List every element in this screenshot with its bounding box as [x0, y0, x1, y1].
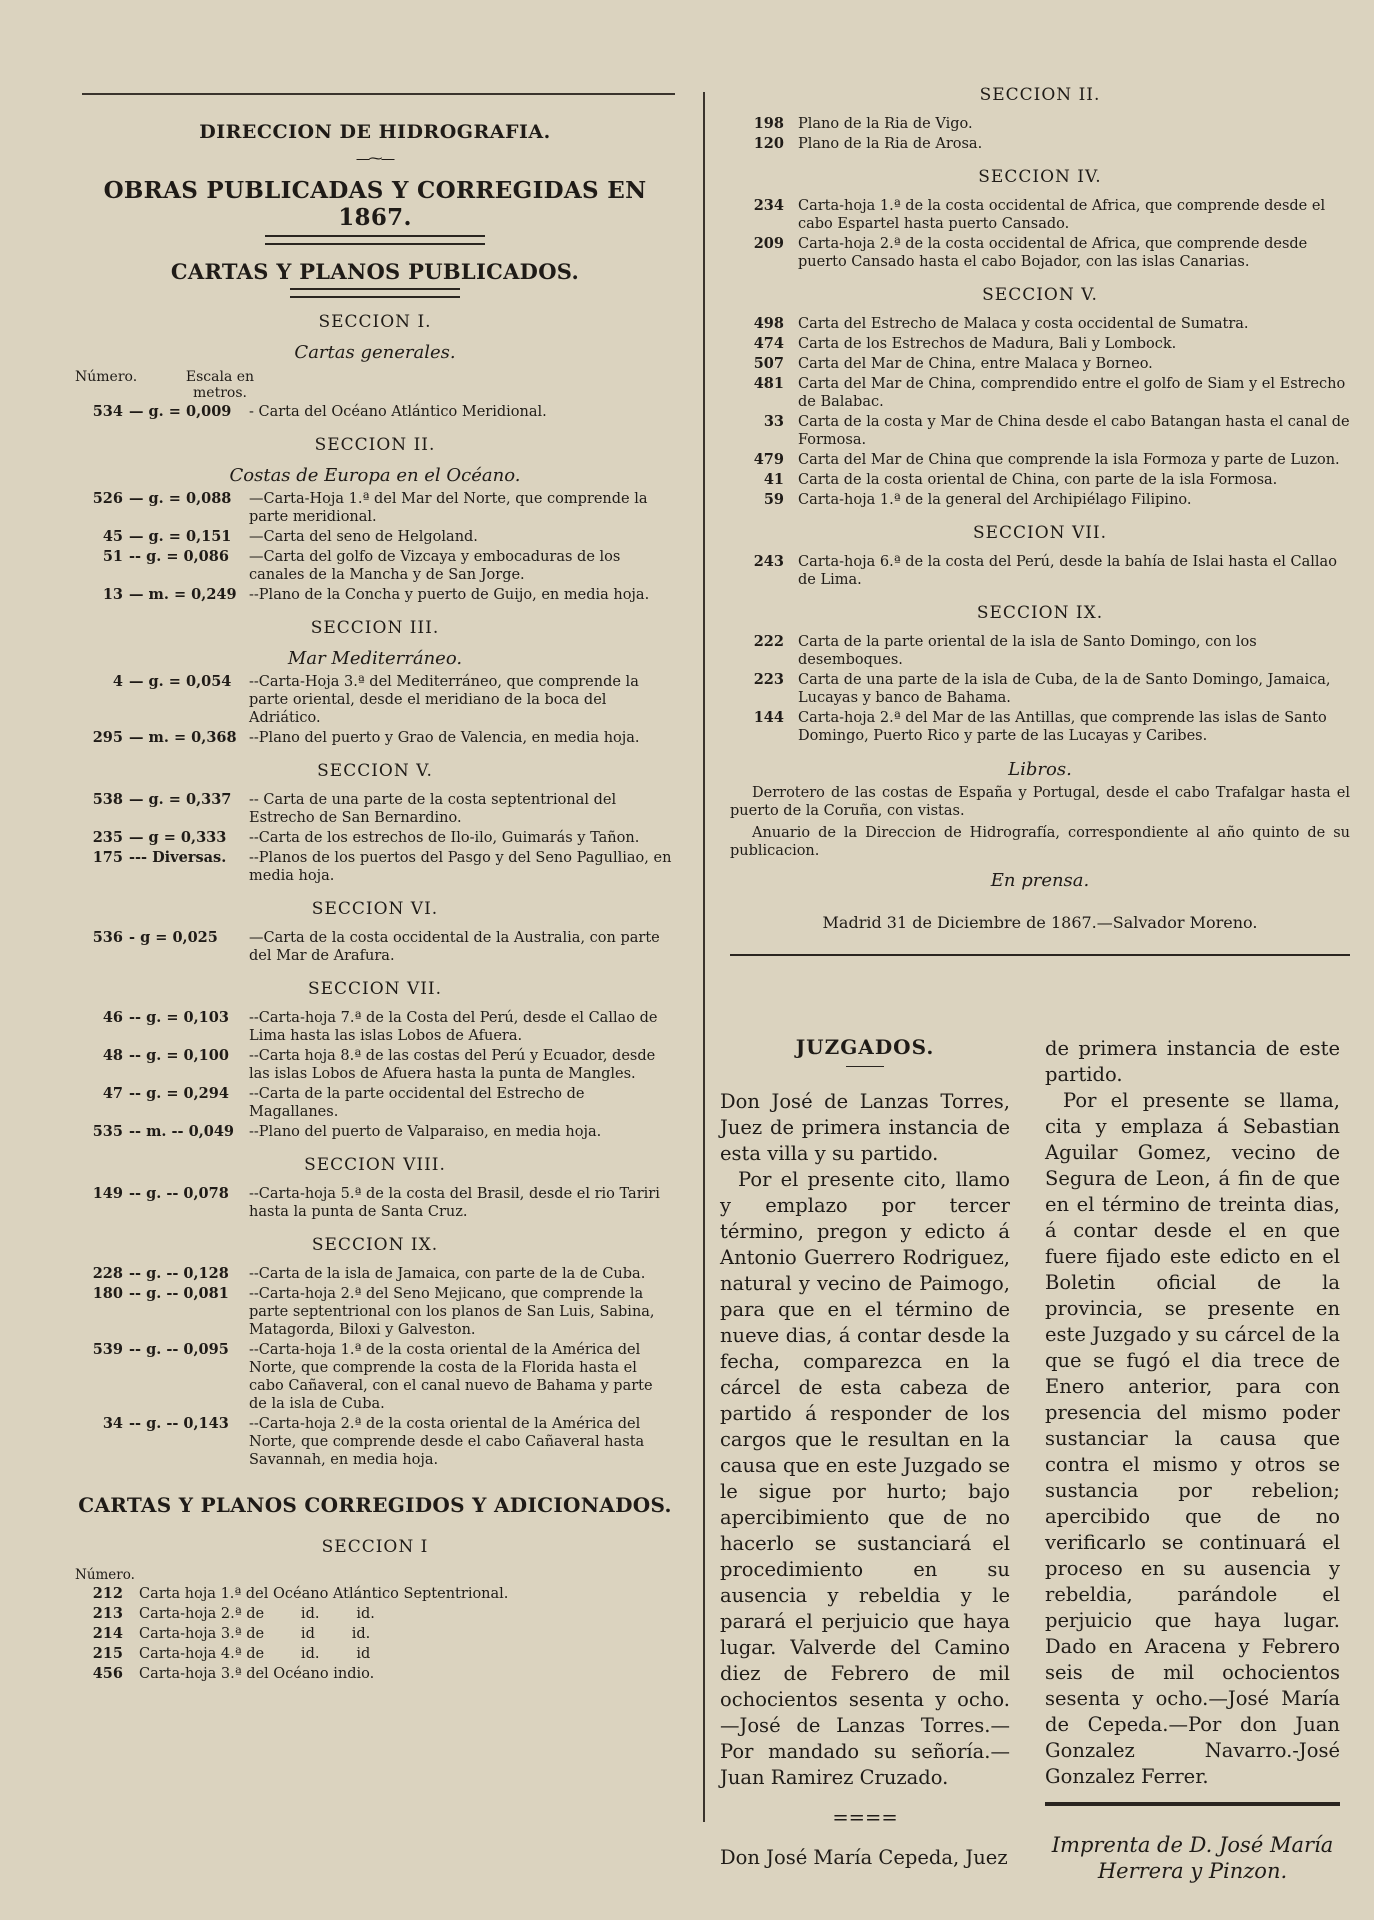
chart-number: 180 — [92, 1285, 123, 1302]
title-underline — [846, 1066, 884, 1067]
chart-entry — [730, 115, 1350, 133]
libros-title: Libros. — [1008, 759, 1072, 780]
chart-number: 223 — [753, 671, 784, 688]
chart-number: 534 — [92, 403, 123, 420]
chart-number: 47 — [102, 1085, 123, 1102]
section-subtitle: Mar Mediterráneo. — [287, 648, 463, 669]
chart-description: --Carta-hoja 5.ª de la costa del Brasil, desde el rio Tariri hasta la punta de Santa Cruz. — [249, 1186, 660, 1220]
chart-description: --Carta-hoja 2.ª de la costa oriental de la América del Norte, que comprende desde el cabo Cañaveral hasta Savannah, en media hoja. — [249, 1416, 645, 1468]
chart-entry — [75, 490, 675, 526]
chart-description: —Carta del golfo de Vizcaya y embocaduras de los canales de la Mancha y de San Jorge. — [249, 549, 621, 583]
corrected-entry — [75, 1645, 675, 1663]
chart-description: Carta del Mar de China, comprendido entre el golfo de Siam y el Estrecho de Balabac. — [798, 376, 1346, 410]
edict-heading-cont: de primera instancia de este partido. — [1045, 1037, 1340, 1086]
chart-description: --Plano del puerto y Grao de Valencia, en media hoja. — [249, 730, 640, 746]
chart-description: Carta-hoja 2.ª de la costa occidental de Africa, que comprende desde puerto Cansado hasta el cabo Bojador, con las islas Canarias. — [798, 236, 1308, 270]
right-sections — [730, 85, 1350, 745]
chart-scale: — m. = 0,368 — [129, 729, 237, 746]
chart-scale: — g. = 0,009 — [129, 403, 232, 420]
chart-entry — [730, 491, 1350, 509]
section-heading: SECCION VII. — [972, 523, 1108, 543]
chart-description: Carta-hoja 4.ª de id. id — [139, 1646, 371, 1662]
chart-number: 212 — [92, 1585, 123, 1602]
chart-number: 481 — [753, 375, 784, 392]
chart-entry — [75, 1047, 675, 1083]
chart-number: 4 — [112, 673, 123, 690]
chart-number: 198 — [753, 115, 784, 132]
chart-number: 33 — [763, 413, 784, 430]
left-column — [75, 85, 675, 1685]
chart-number: 507 — [753, 355, 784, 372]
chart-scale: — g. = 0,337 — [129, 791, 232, 808]
department-heading: DIRECCION DE HIDROGRAFIA. — [199, 121, 551, 143]
chart-entry — [75, 1415, 675, 1469]
chart-number: 234 — [753, 197, 784, 214]
chart-scale: -- g. -- 0,095 — [129, 1341, 229, 1358]
escala-header: Escala en metros. — [185, 369, 255, 401]
chart-number: 538 — [92, 791, 123, 808]
chart-entry — [730, 553, 1350, 589]
chart-entry — [75, 829, 675, 847]
chart-entry — [75, 586, 675, 604]
chart-description: Carta-hoja 1.ª de la general del Archipiélago Filipino. — [798, 492, 1192, 508]
chart-scale: -- g. = 0,086 — [129, 548, 229, 565]
chart-number: 235 — [92, 829, 123, 846]
ornament: ⎯⎯⁓⎯⎯ — [356, 151, 394, 167]
column-rule — [703, 92, 705, 1822]
chart-description: --Carta hoja 8.ª de las costas del Perú y Ecuador, desde las islas Lobos de Afuera hasta la punta de Mangles. — [249, 1048, 656, 1082]
chart-description: --Carta de los estrechos de Ilo-ilo, Guimarás y Tañon. — [249, 830, 640, 846]
juzgados-column-1 — [720, 1030, 1010, 1871]
chart-number: 474 — [753, 335, 784, 352]
libro-item: Derrotero de las costas de España y Portugal, desde el cabo Trafalgar hasta el puerto de la Coruña, con vistas. — [730, 785, 1350, 819]
chart-number: 526 — [92, 490, 123, 507]
edict-separator: ==== — [832, 1806, 898, 1829]
chart-number: 209 — [753, 235, 784, 252]
chart-entry — [75, 528, 675, 546]
chart-entry — [75, 791, 675, 827]
section-heading: SECCION II. — [314, 435, 436, 455]
chart-description: Carta de los Estrechos de Madura, Bali y Lombock. — [798, 336, 1177, 352]
chart-number: 59 — [763, 491, 784, 508]
double-rule — [290, 288, 460, 298]
thick-rule — [1045, 1802, 1340, 1806]
chart-scale: — g. = 0,151 — [129, 528, 232, 545]
chart-entry — [730, 471, 1350, 489]
section-subtitle: Cartas generales. — [294, 342, 456, 363]
libro-item: Anuario de la Direccion de Hidrografía, correspondiente al año quinto de su publicacion. — [730, 825, 1350, 859]
chart-description: --Plano del puerto de Valparaiso, en media hoja. — [249, 1124, 602, 1140]
corrected-numero-header: Número. — [75, 1567, 135, 1583]
chart-number: 46 — [102, 1009, 123, 1026]
chart-description: --Plano de la Concha y puerto de Guijo, en media hoja. — [249, 587, 650, 603]
chart-number: 215 — [92, 1645, 123, 1662]
section-subtitle: Costas de Europa en el Océano. — [229, 465, 521, 486]
chart-number: 144 — [753, 709, 784, 726]
chart-description: Carta-hoja 1.ª de la costa occidental de Africa, que comprende desde el cabo Espartel hasta puerto Cansado. — [798, 198, 1326, 232]
chart-description: --Planos de los puertos del Pasgo y del Seno Pagulliao, en media hoja. — [249, 850, 672, 884]
section-heading: SECCION III. — [310, 618, 440, 638]
chart-entry — [75, 548, 675, 584]
subtitle-published: CARTAS Y PLANOS PUBLICADOS. — [170, 259, 580, 284]
corrected-title: CARTAS Y PLANOS CORREGIDOS Y ADICIONADOS. — [78, 1493, 672, 1517]
chart-number: 120 — [753, 135, 784, 152]
chart-number: 498 — [753, 315, 784, 332]
chart-number: 228 — [92, 1265, 123, 1282]
right-column — [730, 85, 1350, 974]
edict-body: Por el presente cito, llamo y emplazo por tercer término, pregon y edicto á Antonio Guerrero Rodriguez, natural y vecino de Paimogo, para que en el término de nueve dias, á contar desde la fecha, comparezca en la cárcel de esta cabeza de partido á responder de los cargos que le resultan en la causa que en este Juzgado se le sigue por hurto; bajo apercibimiento que de no hacerlo se sustanciará el procedimiento en su ausencia y rebeldia y le parará el perjuicio que haya lugar. Valverde del Camino diez de Febrero de mil ochocientos sesenta y ocho.—José de Lanzas Torres.—Por mandado su señoría.—Juan Ramirez Cruzado. — [720, 1168, 1010, 1789]
chart-number: 243 — [753, 553, 784, 570]
corrected-entry — [75, 1585, 675, 1603]
chart-scale: -- m. -- 0,049 — [129, 1123, 235, 1140]
chart-entry — [730, 671, 1350, 707]
chart-description: --Carta-Hoja 3.ª del Mediterráneo, que comprende la parte oriental, desde el meridiano de la boca del Adriático. — [249, 674, 639, 726]
chart-number: 214 — [92, 1625, 123, 1642]
double-rule — [265, 235, 485, 245]
chart-entry — [730, 315, 1350, 333]
column-headers — [75, 369, 675, 401]
chart-scale: -- g. -- 0,078 — [129, 1185, 229, 1202]
chart-entry — [730, 335, 1350, 353]
chart-entry — [75, 403, 675, 421]
chart-entry — [730, 375, 1350, 411]
chart-entry — [75, 1123, 675, 1141]
chart-number: 149 — [92, 1185, 123, 1202]
section-heading: SECCION V. — [317, 761, 433, 781]
chart-description: --Carta-hoja 7.ª de la Costa del Perú, desde el Callao de Lima hasta las islas Lobos de Afuera. — [249, 1010, 658, 1044]
corrected-entry — [75, 1625, 675, 1643]
chart-scale: -- g. = 0,103 — [129, 1009, 229, 1026]
chart-description: —Carta de la costa occidental de la Australia, con parte del Mar de Arafura. — [249, 930, 660, 964]
chart-description: Carta del Estrecho de Malaca y costa occidental de Sumatra. — [798, 316, 1249, 332]
chart-scale: - g = 0,025 — [129, 929, 218, 946]
chart-description: Carta de una parte de la isla de Cuba, de la de Santo Domingo, Jamaica, Lucayas y banco de Bahama. — [798, 672, 1331, 706]
section-rule — [730, 954, 1350, 956]
chart-scale: -- g. -- 0,081 — [129, 1285, 229, 1302]
chart-entry — [75, 1185, 675, 1221]
section-heading: SECCION IX. — [311, 1235, 439, 1255]
chart-description: --Carta de la isla de Jamaica, con parte de la de Cuba. — [249, 1266, 646, 1282]
chart-entry — [730, 633, 1350, 669]
chart-number: 48 — [102, 1047, 123, 1064]
juzgados-column-2 — [1045, 1036, 1340, 1884]
chart-entry — [75, 1285, 675, 1339]
chart-number: 175 — [92, 849, 123, 866]
section-heading: SECCION II. — [979, 85, 1101, 105]
chart-scale: — g. = 0,054 — [129, 673, 232, 690]
chart-description: --Carta-hoja 2.ª del Seno Mejicano, que comprende la parte septentrional con los planos de San Luis, Sabina, Matagorda, Biloxi y Galveston. — [249, 1286, 655, 1338]
chart-number: 539 — [92, 1341, 123, 1358]
section-heading: SECCION VIII. — [304, 1155, 446, 1175]
chart-description: Plano de la Ria de Vigo. — [798, 116, 973, 132]
chart-number: 51 — [102, 548, 123, 565]
chart-number: 479 — [753, 451, 784, 468]
chart-description: Carta de la costa oriental de China, con parte de la isla Formosa. — [798, 472, 1278, 488]
chart-entry — [75, 729, 675, 747]
chart-description: -- Carta de una parte de la costa septentrional del Estrecho de San Bernardino. — [249, 792, 617, 826]
chart-entry — [730, 709, 1350, 745]
numero-header: Número. — [75, 369, 138, 385]
chart-description: Carta del Mar de China, entre Malaca y Borneo. — [798, 356, 1153, 372]
edict-body: Por el presente se llama, cita y emplaza á Sebastian Aguilar Gomez, vecino de Segura de Leon, á fin de que en el término de treinta dias, á contar desde el en que fuere fijado este edicto en el Boletin oficial de la provincia, se presente en este Juzgado y su cárcel de la que se fugó el dia trece de Enero anterior, para con presencia del mismo poder sustanciar la causa que contra el mismo y otros se sustancia por rebelion; apercibido que de no verificarlo se continuará el proceso en su ausencia y rebeldia, parándole el perjuicio que haya lugar. Dado en Aracena y Febrero seis de mil ochocientos sesenta y ocho.—José María de Cepeda.—Por don Juan Gonzalez Navarro.-José Gonzalez Ferrer. — [1045, 1089, 1340, 1788]
chart-scale: -- g. = 0,294 — [129, 1085, 229, 1102]
chart-entry — [75, 849, 675, 885]
imprenta-line-2: Herrera y Pinzon. — [1097, 1859, 1288, 1883]
corrected-entry — [75, 1605, 675, 1623]
chart-scale: -- g. = 0,100 — [129, 1047, 229, 1064]
chart-description: Carta-hoja 2.ª de id. id. — [139, 1606, 375, 1622]
chart-description: - Carta del Océano Atlántico Meridional. — [249, 404, 547, 420]
corrected-list — [75, 1585, 675, 1683]
chart-scale: — m. = 0,249 — [129, 586, 237, 603]
chart-description: Carta-hoja 3.ª de id id. — [139, 1626, 371, 1642]
section-heading: SECCION VII. — [307, 979, 443, 999]
chart-scale: -- g. -- 0,143 — [129, 1415, 229, 1432]
chart-entry — [730, 451, 1350, 469]
section-heading: SECCION I. — [318, 312, 432, 332]
chart-description: Carta-hoja 6.ª de la costa del Perú, desde la bahía de Islai hasta el Callao de Lima. — [798, 554, 1337, 588]
chart-description: Carta del Mar de China que comprende la isla Formoza y parte de Luzon. — [798, 452, 1340, 468]
main-title: OBRAS PUBLICADAS Y CORREGIDAS EN 1867. — [103, 177, 647, 231]
chart-number: 295 — [92, 729, 123, 746]
chart-entry — [75, 1085, 675, 1121]
chart-description: Carta-hoja 2.ª del Mar de las Antillas, que comprende las islas de Santo Domingo, Puerto Rico y parte de las Lucayas y Caribes. — [798, 710, 1327, 744]
imprenta-line-1: Imprenta de D. José María — [1051, 1833, 1334, 1857]
chart-entry — [75, 1009, 675, 1045]
prensa-title: En prensa. — [990, 870, 1090, 891]
chart-entry — [75, 1341, 675, 1413]
chart-number: 213 — [92, 1605, 123, 1622]
chart-entry — [730, 355, 1350, 373]
chart-scale: --- Diversas. — [129, 849, 227, 866]
chart-number: 34 — [102, 1415, 123, 1432]
chart-scale: — g. = 0,088 — [129, 490, 232, 507]
section-heading: SECCION IX. — [976, 603, 1104, 623]
chart-entry — [730, 197, 1350, 233]
section-heading: SECCION VI. — [311, 899, 439, 919]
chart-number: 536 — [92, 929, 123, 946]
next-edict-heading: Don José María Cepeda, Juez — [720, 1846, 1008, 1869]
chart-description: —Carta-Hoja 1.ª del Mar del Norte, que comprende la parte meridional. — [249, 491, 648, 525]
corrected-section: SECCION I — [321, 1537, 429, 1557]
chart-description: —Carta del seno de Helgoland. — [249, 529, 478, 545]
chart-description: Plano de la Ria de Arosa. — [798, 136, 983, 152]
chart-description: Carta hoja 1.ª del Océano Atlántico Septentrional. — [139, 1586, 509, 1602]
chart-description: --Carta-hoja 1.ª de la costa oriental de la América del Norte, que comprende la costa de la Florida hasta el cabo Cañaveral, con el canal nuevo de Bahama y parte de la isla de Cuba. — [249, 1342, 653, 1412]
chart-number: 535 — [92, 1123, 123, 1140]
chart-scale: -- g. -- 0,128 — [129, 1265, 229, 1282]
chart-number: 41 — [763, 471, 784, 488]
chart-description: Carta-hoja 3.ª del Océano indio. — [139, 1666, 375, 1682]
chart-entry — [730, 135, 1350, 153]
left-sections — [75, 312, 675, 1469]
chart-number: 45 — [102, 528, 123, 545]
corrected-entry — [75, 1665, 675, 1683]
edict-heading: Don José de Lanzas Torres, Juez de primera instancia de esta villa y su partido. — [720, 1090, 1010, 1165]
chart-number: 222 — [753, 633, 784, 650]
chart-entry — [730, 413, 1350, 449]
chart-description: --Carta de la parte occidental del Estrecho de Magallanes. — [249, 1086, 585, 1120]
chart-entry — [75, 929, 675, 965]
chart-entry — [75, 673, 675, 727]
chart-entry — [75, 1265, 675, 1283]
juzgados-title: JUZGADOS. — [795, 1035, 935, 1059]
chart-number: 456 — [92, 1665, 123, 1682]
chart-description: Carta de la parte oriental de la isla de Santo Domingo, con los desemboques. — [798, 634, 1257, 668]
chart-entry — [730, 235, 1350, 271]
section-heading: SECCION V. — [982, 285, 1098, 305]
signature-line: Madrid 31 de Diciembre de 1867.—Salvador Moreno. — [822, 913, 1258, 932]
section-heading: SECCION IV. — [978, 167, 1102, 187]
chart-scale: — g = 0,333 — [129, 829, 227, 846]
chart-description: Carta de la costa y Mar de China desde el cabo Batangan hasta el canal de Formosa. — [798, 414, 1350, 448]
chart-number: 13 — [102, 586, 123, 603]
